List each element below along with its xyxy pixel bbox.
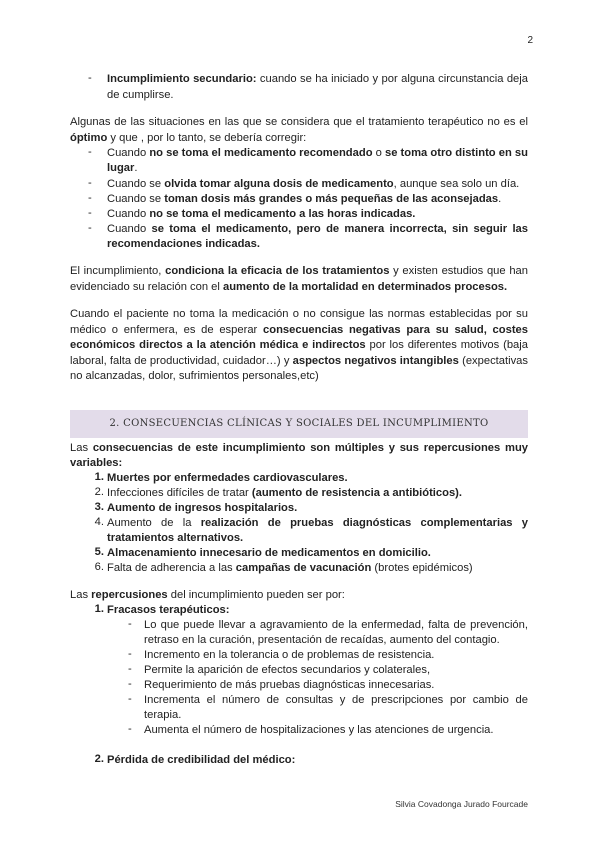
list-item-continuation: terapia. [144,709,182,721]
list-item: Aumento de ingresos hospitalarios. [107,502,298,514]
bullet-dash: - [88,222,92,234]
bullet-dash: - [88,177,92,189]
list-item: Cuando no se toma el medicamento a las horas indicadas. [107,208,416,220]
list-item: Cuando se toman dosis más grandes o más pequeñas de las aconsejadas. [107,193,502,205]
footer-author: Silvia Covadonga Jurado Fourcade [395,799,528,809]
list-number: 1. [94,471,104,483]
bullet-dash: - [128,618,132,630]
paragraph-line: Las repercusiones del incumplimiento pueden ser por: [70,589,345,601]
paragraph-line: Las consecuencias de este incumplimiento son múltiples y sus repercusiones muy [70,442,528,454]
list-number: 2. [94,753,104,765]
list-item: Requerimiento de más pruebas diagnósticas innecesarias. [144,679,435,691]
bullet-dash: - [88,192,92,204]
subheading: Pérdida de credibilidad del médico: [107,754,296,766]
list-item: Incremento en la tolerancia o de problemas de resistencia. [144,649,435,661]
paragraph-line: evidenciado su relación con el aumento de la mortalidad en determinados procesos. [70,281,508,293]
page-number: 2 [527,35,533,46]
bullet-dash: - [128,678,132,690]
list-item: Cuando se olvida tomar alguna dosis de medicamento, aunque sea solo un día. [107,178,520,190]
list-item-continuation: de cumplirse. [107,89,174,101]
list-item: Incumplimiento secundario: cuando se ha iniciado y por alguna circunstancia deja [107,73,528,85]
list-item: Cuando no se toma el medicamento recomendado o se toma otro distinto en su [107,147,528,159]
list-item: Permite la aparición de efectos secundarios y colaterales, [144,664,431,676]
list-number: 2. [94,486,104,498]
subheading: Fracasos terapéuticos: [107,604,230,616]
paragraph-line: laboral, falta de productividad, cuidador…) y aspectos negativos intangibles (expectativas [70,355,529,367]
bullet-dash: - [128,693,132,705]
bullet-dash: - [128,723,132,735]
list-item: Almacenamiento innecesario de medicamentos en domicilio. [107,547,431,559]
bullet-dash: - [128,663,132,675]
bullet-dash: - [88,146,92,158]
paragraph-line: no alcanzadas, dolor, sufrimientos personales,etc) [70,370,319,382]
list-item: Falta de adherencia a las campañas de vacunación (brotes epidémicos) [107,562,473,574]
paragraph-line: económicos directos a la atención médica e indirectos por los diferentes motivos (baja [70,339,528,351]
list-item: Muertes por enfermedades cardiovasculares. [107,472,348,484]
paragraph-line: óptimo y que , por lo tanto, se debería corregir: [70,132,307,144]
list-item: Cuando se toma el medicamento, pero de manera incorrecta, sin seguir las [107,223,528,235]
bullet-dash: - [128,648,132,660]
paragraph-line: Algunas de las situaciones en las que se considera que el tratamiento terapéutico no es el [70,116,528,128]
list-number: 4. [94,516,104,528]
list-item: Infecciones difíciles de tratar (aumento de resistencia a antibióticos). [107,487,463,499]
bullet-dash: - [88,72,92,84]
paragraph-line: Cuando el paciente no toma la medicación o no consigue las normas establecidas por su [70,308,528,320]
list-item: Incrementa el número de consultas y de prescripciones por cambio de [144,694,528,706]
list-number: 5. [94,546,104,558]
list-item: Aumenta el número de hospitalizaciones y las atenciones de urgencia. [144,724,494,736]
list-item: Aumento de la realización de pruebas diagnósticas complementarias y [107,517,528,529]
section-heading: 2. CONSECUENCIAS CLÍNICAS Y SOCIALES DEL INCUMPLIMIENTO [70,410,528,438]
list-number: 3. [94,501,104,513]
paragraph-line: médico o enfermera, es de esperar consecuencias negativas para su salud, costes [70,324,528,336]
list-item-continuation: retraso en la curación, presentación de recaídas, aumento del contagio. [144,634,500,646]
list-number: 1. [94,603,104,615]
list-item-continuation: lugar. [107,162,138,174]
bullet-dash: - [88,207,92,219]
list-number: 6. [94,561,104,573]
paragraph-line: El incumplimiento, condiciona la eficacia de los tratamientos y existen estudios que han [70,265,528,277]
paragraph-line: variables: [70,457,123,469]
list-item: Lo que puede llevar a agravamiento de la enfermedad, falta de prevención, [144,619,528,631]
list-item-continuation: recomendaciones indicadas. [107,238,260,250]
list-item-continuation: tratamientos alternativos. [107,532,244,544]
